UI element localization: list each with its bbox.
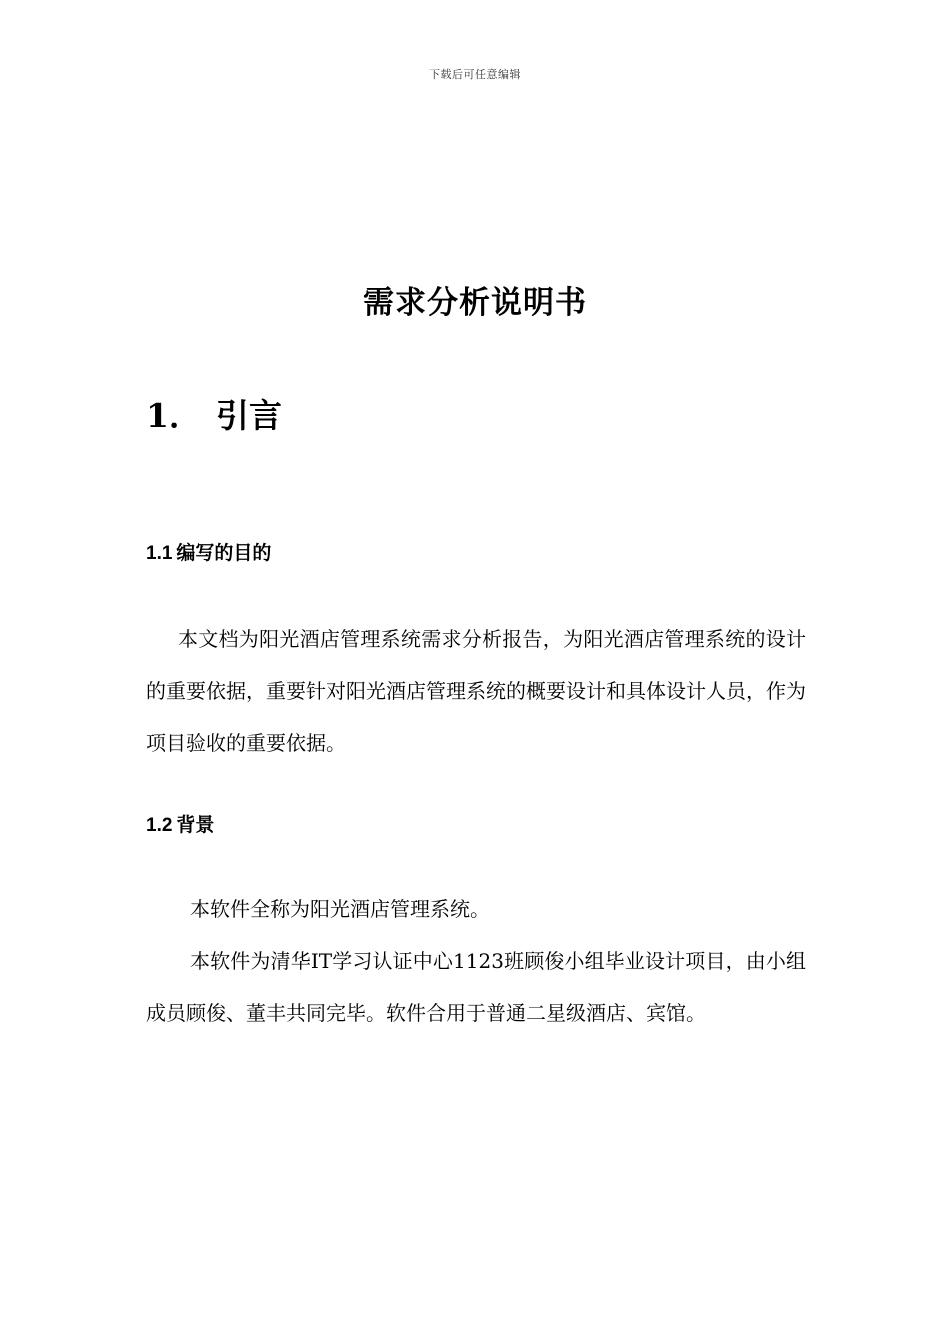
section-1-2-paragraph-2: 本软件为清华IT学习认证中心1123班顾俊小组毕业设计项目，由小组成员顾俊、董丰共同完毕。软件合用于普通二星级酒店、宾馆。: [146, 949, 806, 1025]
section-1-heading: [146, 390, 282, 437]
section-1-1-paragraph: 本文档为阳光酒店管理系统需求分析报告，为阳光酒店管理系统的设计的重要依据，重要针对阳光酒店管理系统的概要设计和具体设计人员，作为项目验收的重要依据。: [146, 627, 806, 755]
section-1-number: 1．: [146, 396, 202, 435]
section-1-2-number: 1.2: [146, 815, 173, 836]
section-1-2-title: 背景: [176, 815, 215, 836]
section-1-1-title: 编写的目的: [176, 543, 272, 564]
section-1-1-heading: [146, 538, 271, 565]
document-title: 需求分析说明书: [363, 285, 587, 321]
section-1-title: 引言: [215, 396, 282, 435]
section-1-2-paragraph-1: 本软件全称为阳光酒店管理系统。: [190, 897, 490, 921]
header-note: 下载后可任意编辑: [429, 68, 521, 81]
section-1-1-number: 1.1: [146, 543, 173, 564]
section-1-2-heading: [146, 810, 214, 837]
